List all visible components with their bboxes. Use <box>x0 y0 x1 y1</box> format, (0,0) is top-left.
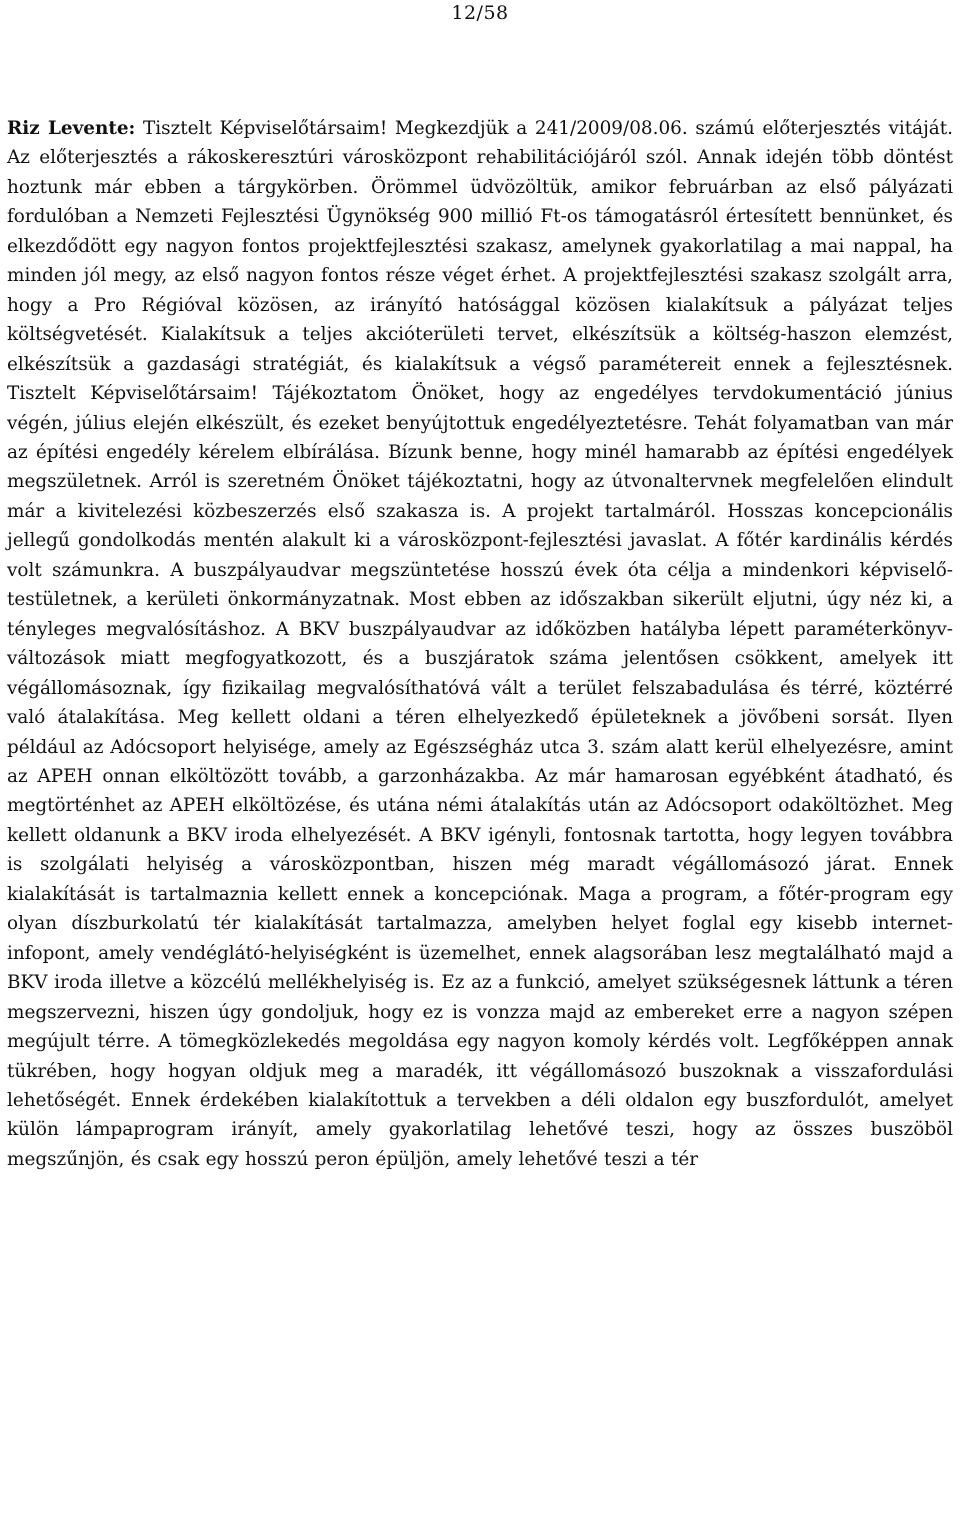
page-number: 12/58 <box>451 2 509 24</box>
transcript-text: Tisztelt Képviselőtársaim! Megkezdjük a 241/2009/08.06. számú előterjesztés vitáját. Az előterjesztés a rákoskeresztúri városközpont rehabilitációjáról szól. Annak idején több döntést hoztunk már ebben a tárgykörben. Örömmel üdvözöltük, amikor februárban az első pályázati fordulóban a Nemzeti Fejlesztési Ügynökség 900 millió Ft-os támogatásról értesített bennünket, és elkezdődött egy nagyon fontos projektfejlesztési szakasz, amelynek gyakorlatilag a mai nappal, ha minden jól megy, az első nagyon fontos része véget érhet. A projektfejlesztési szakasz szolgált arra, hogy a Pro Régióval közösen, az irányító hatósággal közösen kialakítsuk a pályázat teljes költségvetését. Kialakítsuk a teljes akcióterületi tervet, elkészítsük a költség-haszon elemzést, elkészítsük a gazdasági stratégiát, és kialakítsuk a végső paramétereit ennek a fejlesztésnek. Tisztelt Képviselőtársaim! Tájékoztatom Önöket, hogy az engedélyes tervdokumentáció június végén, július elején elkészült, és ezeket benyújtottuk engedélyeztetésre. Tehát folyamatban van már az építési engedély kérelem elbírálása. Bízunk benne, hogy minél hamarabb az építési engedélyek megszületnek. Arról is szeretném Önöket tájékoztatni, hogy az útvonaltervnek megfelelően elindult már a kivitelezési közbeszerzés első szakasza is. A projekt tartalmáról. Hosszas koncepcionális jellegű gondolkodás mentén alakult ki a városközpont-fejlesztési javaslat. A főtér kardinális kérdés volt számunkra. A buszpályaudvar megszüntetése hosszú évek óta célja a mindenkori képviselő-testületnek, a kerületi önkormányzatnak. Most ebben az időszakban sikerült eljutni, úgy néz ki, a tényleges megvalósításhoz. A BKV buszpályaudvar az időközben hatályba lépett paraméterkönyv-változások miatt megfogyatkozott, és a buszjáratok száma jelentősen csökkent, amelyek itt végállomásoznak, így fizikailag megvalósíthatóvá vált a terület felszabadulása és térré, köztérré való átalakítása. Meg kellett oldani a téren elhelyezkedő épületeknek a jövőbeni sorsát. Ilyen például az Adócsoport helyisége, amely az Egészségház utca 3. szám alatt kerül elhelyezésre, amint az APEH onnan elköltözött tovább, a garzonházakba. Az már hamarosan egyébként átadható, és megtörténhet az APEH elköltözése, és utána némi átalakítás után az Adócsoport odaköltözhet. Meg kellett oldanunk a BKV iroda elhelyezését. A BKV igényli, fontosnak tartotta, hogy legyen továbbra is szolgálati helyiség a városközpontban, hiszen még maradt végállomásozó járat. Ennek kialakítását is tartalmaznia kellett ennek a koncepciónak. Maga a program, a főtér-program egy olyan díszburkolatú tér kialakítását tartalmazza, amelyben helyet foglal egy kisebb internet-infopont, amely vendéglátó-helyiségként is üzemelhet, ennek alagsorában lesz megtalálható majd a BKV iroda illetve a közcélú mellékhelyiség is. Ez az a funkció, amelyet szükségesnek láttunk a téren megszervezni, hiszen úgy gondoljuk, hogy ez is vonzza majd az embereket erre a nagyon szépen megújult térre. A tömegközlekedés megoldása egy nagyon komoly kérdés volt. Legfőképpen annak tükrében, hogy hogyan oldjuk meg a maradék, itt végállomásozó buszoknak a visszafordulási lehetőségét. Ennek érdekében kialakítottuk a tervekben a déli oldalon egy buszfordulót, amelyet külön lámpaprogram irányít, amely gyakorlatilag lehetővé teszi, hogy az összes buszöböl megszűnjön, és csak egy hosszú peron épüljön, amely lehetővé teszi a tér <box>7 118 953 1170</box>
speaker-name: Riz Levente: <box>7 118 136 139</box>
transcript-paragraph <box>7 114 953 1174</box>
